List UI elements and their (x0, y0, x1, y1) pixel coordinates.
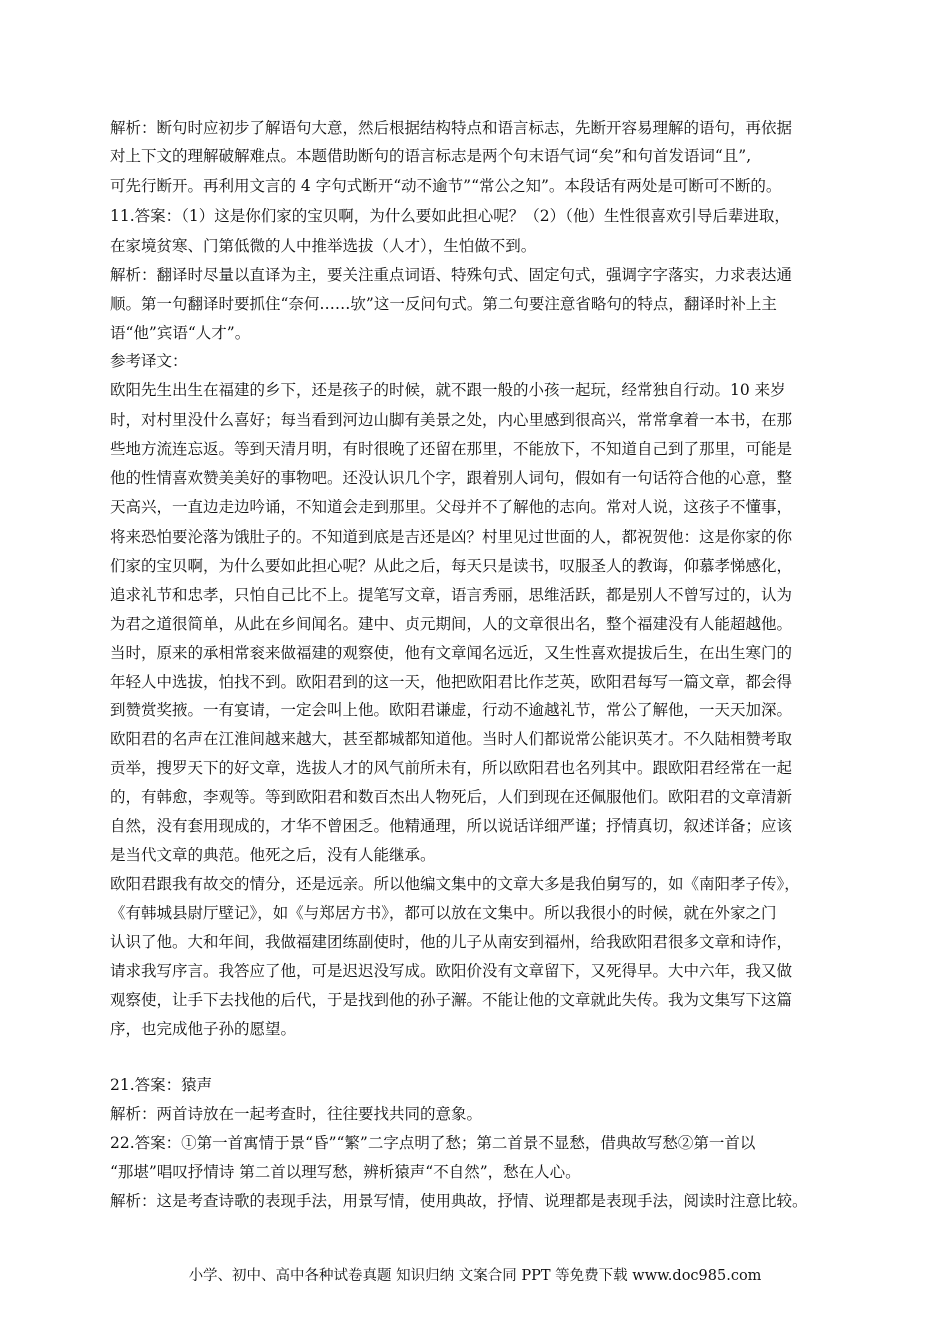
text-line: 在家境贫寒、门第低微的人中推举选拔（人才），生怕做不到。 (110, 237, 537, 255)
text-line: 参考译文： (110, 352, 188, 370)
text-line: 顺。第一句翻译时要抓住“奈何……欤”这一反问句式。第二句要注意省略句的特点，翻译时补上主 (110, 295, 777, 313)
text-line: 年轻人中选拔，怕找不到。欧阳君到的这一天，他把欧阳君比作芝英，欧阳君每写一篇文章，都会得 (110, 673, 793, 691)
text-line: 们家的宝贝啊，为什么要如此担心呢？从此之后，每天只是读书，叹服圣人的教诲，仰慕孝悌感化， (110, 557, 793, 575)
text-line: 的，有韩愈，李观等。等到欧阳君和数百杰出人物死后，人们到现在还佩服他们。欧阳君的文章清新 (110, 788, 793, 806)
text-line: 是当代文章的典范。他死之后，没有人能继承。 (110, 846, 436, 864)
text-line: 认识了他。大和年间，我做福建团练副使时，他的儿子从南安到福州，给我欧阳君很多文章和诗作， (110, 933, 793, 951)
text-line: 为君之道很简单，从此在乡间闻名。建中、贞元期间，人的文章很出名，整个福建没有人能超越他。 (110, 615, 793, 633)
text-line: 到赞赏奖掖。一有宴请，一定会叫上他。欧阳君谦虚，行动不逾越礼节，常公了解他，一天天加深。 (110, 701, 793, 719)
text-line: 22.答案：①第一首寓情于景“昏”“繁”二字点明了愁；第二首景不显愁，借典故写愁②第一首以 (110, 1134, 756, 1152)
page-footer: 小学、初中、高中各种试卷真题 知识归纳 文案合同 PPT 等免费下载 www.doc985.com (188, 1268, 762, 1284)
text-line: 将来恐怕要沦落为饿肚子的。不知道到底是吉还是凶？村里见过世面的人，都祝贺他：这是你家的你 (110, 528, 793, 546)
text-line: 天高兴，一直边走边吟诵，不知道会走到那里。父母并不了解他的志向。常对人说，这孩子不懂事， (110, 498, 793, 516)
text-line: 21.答案：猿声 (110, 1076, 213, 1094)
text-line: 他的性情喜欢赞美美好的事物吧。还没认识几个字，跟着别人词句，假如有一句话符合他的心意，整 (110, 469, 793, 487)
text-line: 欧阳君的名声在江淮间越来越大，甚至都城都知道他。当时人们都说常公能识英才。不久陆相赞考取 (110, 730, 793, 748)
text-line: 解析：翻译时尽量以直译为主，要关注重点词语、特殊句式、固定句式，强调字字落实，力求表达通 (110, 266, 793, 284)
text-line: 请求我写序言。我答应了他，可是迟迟没写成。欧阳价没有文章留下，又死得早。大中六年，我又做 (110, 962, 793, 980)
text-line: 对上下文的理解破解难点。本题借助断句的语言标志是两个句末语气词“矣”和句首发语词“且”, (110, 147, 752, 165)
text-line: 欧阳君跟我有故交的情分，还是远亲。所以他编文集中的文章大多是我伯舅写的，如《南阳孝子传》， (110, 875, 800, 893)
text-line: 追求礼节和忠孝，只怕自己比不上。提笔写文章，语言秀丽，思维活跃，都是别人不曾写过的，认为 (110, 586, 793, 604)
text-line: 语“他”宾语“人才”。 (110, 324, 251, 342)
text-line: 解析：两首诗放在一起考查时，往往要找共同的意象。 (110, 1105, 483, 1123)
text-line: 贡举，搜罗天下的好文章，选拔人才的风气前所未有，所以欧阳君也名列其中。跟欧阳君经常在一起 (110, 759, 793, 777)
text-line: 当时，原来的承相常衮来做福建的观察使，他有文章闻名远近，又生性喜欢提拔后生，在出生寒门的 (110, 644, 793, 662)
text-line: 自然，没有套用现成的，才华不曾困乏。他精通理，所以说话详细严谨；抒情真切，叙述详备；应该 (110, 817, 793, 835)
text-line: 欧阳先生出生在福建的乡下，还是孩子的时候，就不跟一般的小孩一起玩，经常独自行动。10 来岁 (110, 381, 786, 399)
text-line: 观察使，让手下去找他的后代，于是找到他的孙子澥。不能让他的文章就此失传。我为文集写下这篇 (110, 991, 793, 1009)
text-line: 时，对村里没什么喜好；每当看到河边山脚有美景之处，内心里感到很高兴，常常拿着一本书，在那 (110, 411, 793, 429)
text-line: 序，也完成他子孙的愿望。 (110, 1020, 297, 1038)
text-line: 可先行断开。再利用文言的 4 字句式断开“动不逾节”“常公之知”。本段话有两处是可断可不断的。 (110, 177, 782, 195)
text-line: 解析：断句时应初步了解语句大意，然后根据结构特点和语言标志，先断开容易理解的语句，再依据 (110, 119, 793, 137)
text-line: “那堪”唱叹抒情诗 第二首以理写愁，辨析猿声“不自然”，愁在人心。 (110, 1163, 581, 1181)
text-line: 11.答案：（1）这是你们家的宝贝啊，为什么要如此担心呢？（2）（他）生性很喜欢引导后辈进取， (110, 207, 790, 225)
text-line: 《有韩城县尉厅壁记》，如《与郑居方书》，都可以放在文集中。所以我很小的时候，就在外家之门 (110, 904, 777, 922)
text-line: 解析：这是考查诗歌的表现手法，用景写情，使用典故，抒情、说理都是表现手法，阅读时注意比较。 (110, 1192, 808, 1210)
text-line: 些地方流连忘返。等到天清月明，有时很晚了还留在那里，不能放下，不知道自己到了那里，可能是 (110, 440, 793, 458)
